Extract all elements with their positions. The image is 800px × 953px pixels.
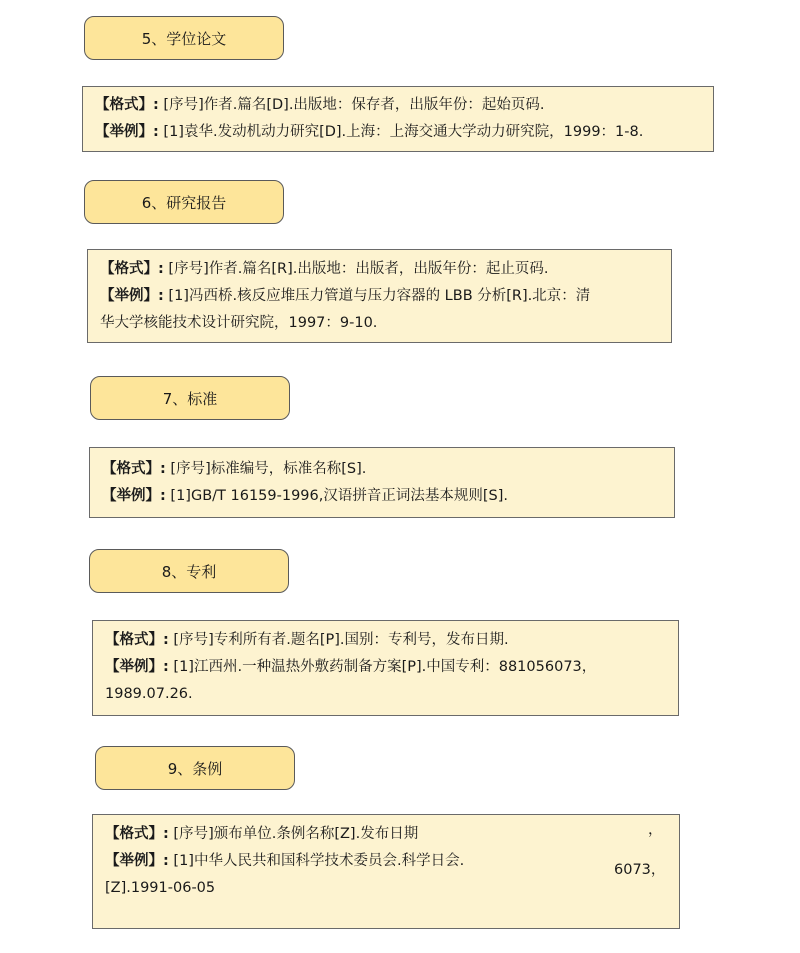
example-continuation: [Z].1991-06-05 [105,880,216,896]
example-label: 【举例】: [105,659,169,675]
example-label: 【举例】: [102,488,166,504]
format-label: 【格式】: [102,461,166,477]
example-line [95,119,703,146]
format-label: 【格式】: [105,632,169,648]
format-label: 【格式】: [95,97,159,113]
example-text: [1]中华人民共和国科学技术委员会.科学日会. [173,853,465,869]
example-text: [1]江西州.一种温热外敷药制备方案[P].中国专利：881056073， [173,659,597,675]
example-line [100,283,661,310]
example-line [105,848,669,875]
example-text: [1]袁华.发动机动力研究[D].上海：上海交通大学动力研究院，1999：1-8. [163,124,644,140]
format-line [105,627,668,654]
section-title-8: 8、专利 [89,549,289,593]
example-text: [1]冯西桥.核反应堆压力管道与压力容器的 LBB 分析[R].北京：清 [168,288,591,304]
section-title-9: 9、条例 [95,746,295,790]
section-title-7: 7、标准 [90,376,290,420]
section-box-6 [87,249,672,343]
format-text: [序号]专利所有者.题名[P].国别：专利号，发布日期. [173,632,509,648]
example-label: 【举例】: [95,124,159,140]
example-text: [1]GB/T 16159-1996,汉语拼音正词法基本规则[S]. [170,488,508,504]
example-line [102,483,664,510]
section-box-7 [89,447,675,518]
format-line [102,456,664,483]
stray-number-fragment: 6073， [614,862,666,878]
example-continuation: 华大学核能技术设计研究院，1997：9-10. [100,315,378,331]
section-box-8 [92,620,679,716]
format-label: 【格式】: [100,261,164,277]
section-box-9 [92,814,680,929]
example-line [105,654,668,681]
format-line [95,92,703,119]
format-text: [序号]标准编号，标准名称[S]. [170,461,367,477]
example-label: 【举例】: [100,288,164,304]
section-title-6: 6、研究报告 [84,180,284,224]
format-text: [序号]作者.篇名[R].出版地：出版者，出版年份：起止页码. [168,261,549,277]
stray-comma: ， [648,822,663,838]
section-box-5 [82,86,714,152]
example-label: 【举例】: [105,853,169,869]
format-line [100,256,661,283]
format-text: [序号]作者.篇名[D].出版地：保存者，出版年份：起始页码. [163,97,545,113]
format-text: [序号]颁布单位.条例名称[Z].发布日期 [173,826,419,842]
format-line [105,821,669,848]
format-label: 【格式】: [105,826,169,842]
section-title-5: 5、学位论文 [84,16,284,60]
example-continuation: 1989.07.26. [105,686,193,702]
